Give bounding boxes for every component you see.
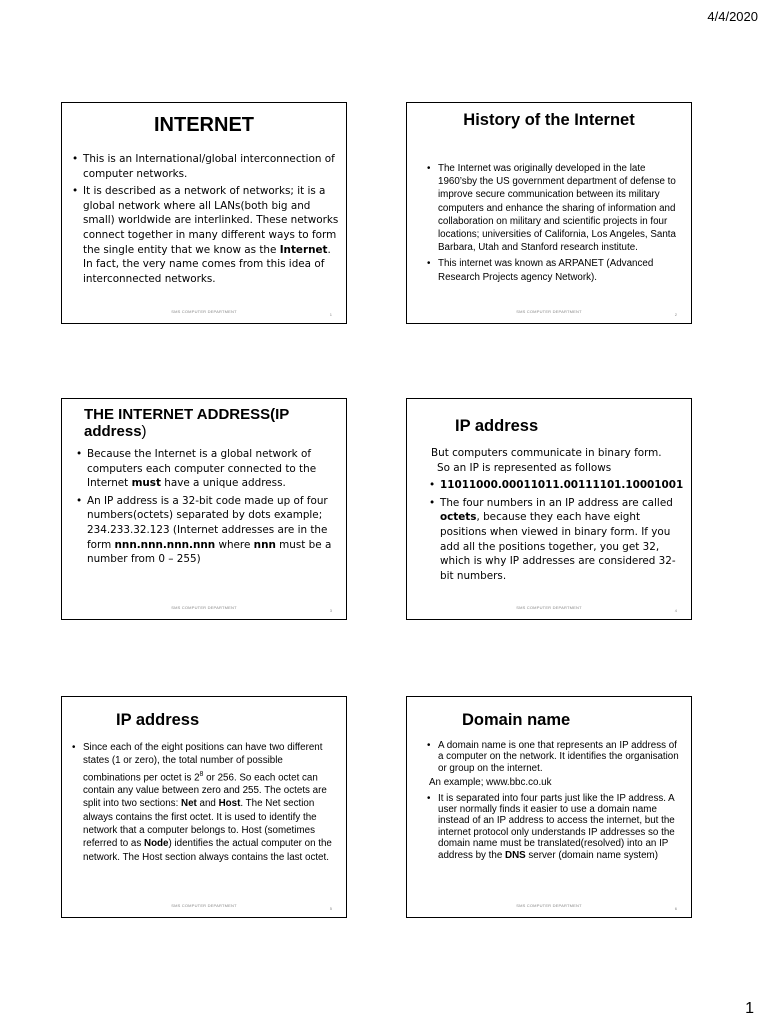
paragraph: An example; www.bbc.co.uk: [429, 777, 552, 789]
slide-footer: SMS COMPUTER DEPARTMENT: [171, 903, 237, 908]
slide-ip-address-octets: [61, 696, 347, 918]
paragraph: But computers communicate in binary form.: [431, 447, 662, 459]
slide-footer: SMS COMPUTER DEPARTMENT: [516, 903, 582, 908]
slide-title: THE INTERNET ADDRESS(IP address): [84, 406, 290, 440]
slide-number: 2: [674, 312, 677, 317]
slide-title: History of the Internet: [463, 111, 635, 129]
bullet-point: • The four numbers in an IP address are called octets, because they each have eight positions when viewed in binary form. If you add all the positions together, you get 32, which is why IP addresses are considered 32-bit numbers.: [429, 496, 683, 584]
slide-footer: SMS COMPUTER DEPARTMENT: [171, 605, 237, 610]
slide-footer: SMS COMPUTER DEPARTMENT: [516, 309, 582, 314]
bullet-point: • The Internet was originally developed in the late 1960’sby the US government department of defense to improve secure communication between its military computers and enhance the sharing of information and collaboration on military and scientific projects in four locations; universities of California, Los Angeles, Santa Barbara, Utah and Stanford research institute.: [427, 162, 681, 254]
slide-body: [429, 446, 683, 586]
slide-body: [72, 152, 340, 289]
slide-internet-address: [61, 398, 347, 620]
slide-body: [427, 740, 683, 864]
slide-number: 4: [674, 608, 677, 613]
slide-body: [72, 741, 338, 867]
slide-history: [406, 102, 692, 324]
slide-title: IP address: [455, 417, 539, 435]
slide-domain-name: [406, 696, 692, 918]
bullet-point: • Since each of the eight positions can have two different states (1 or zero), the total number of possible combinations per octet is $2^8$ or 256. So each octet can contain any value between zero and 255. The octets are split into two sections: Net and Host. The Net section always contains the first octet. It is used to identify the network that a computer belongs to. Host (sometimes referred to as Node) identifies the actual computer on the network. The Host section always contains the last octet.: [72, 741, 338, 864]
slide-number: 1: [329, 312, 332, 317]
page-date: 4/4/2020: [707, 9, 758, 24]
slide-footer: SMS COMPUTER DEPARTMENT: [171, 309, 237, 314]
bullet-point: • An IP address is a 32-bit code made up of four numbers(octets) separated by dots example; 234.233.32.123 (Internet addresses are in the form nnn.nnn.nnn.nnn where nnn must be a number from 0 – 255): [76, 494, 338, 567]
slide-ip-address-binary: [406, 398, 692, 620]
bullet-point: • Because the Internet is a global network of computers each computer connected to the Internet must have a unique address.: [76, 447, 338, 491]
slide-internet: [61, 102, 347, 324]
bullet-point: • This is an International/global interconnection of computer networks.: [72, 152, 340, 181]
slide-number: 6: [674, 906, 677, 911]
bullet-point: • It is separated into four parts just like the IP address. A user normally finds it easier to use a domain name instead of an IP address to access the internet, but the internet protocol only understands IP addresses so the domain name must be translated(resolved) into an IP address by the DNS server (domain name system): [427, 793, 683, 861]
slide-title: Domain name: [462, 711, 571, 729]
slide-number: 3: [329, 608, 332, 613]
page-number: 1: [745, 1000, 754, 1017]
slide-body: [76, 447, 338, 570]
slide-title: IP address: [116, 711, 200, 729]
slide-footer: SMS COMPUTER DEPARTMENT: [516, 605, 582, 610]
bullet-point: • It is described as a network of networks; it is a global network where all LANs(both big and small) worldwide are interlinked. These networks connect together in many different ways to form the single entity that we know as the Internet. In fact, the very name comes from this idea of interconnected networks.: [72, 184, 340, 286]
slide-number: 5: [329, 906, 332, 911]
slide-title: INTERNET: [154, 114, 254, 136]
bullet-point: • 11011000.00011011.00111101.10001001: [429, 478, 683, 493]
bullet-point: • This internet was known as ARPANET (Advanced Research Projects agency Network).: [427, 257, 681, 283]
slide-body: [427, 162, 681, 287]
bullet-point: • A domain name is one that represents an IP address of a computer on the network. It identifies the organisation or group on the internet.: [427, 740, 683, 774]
paragraph: So an IP is represented as follows: [437, 461, 612, 474]
